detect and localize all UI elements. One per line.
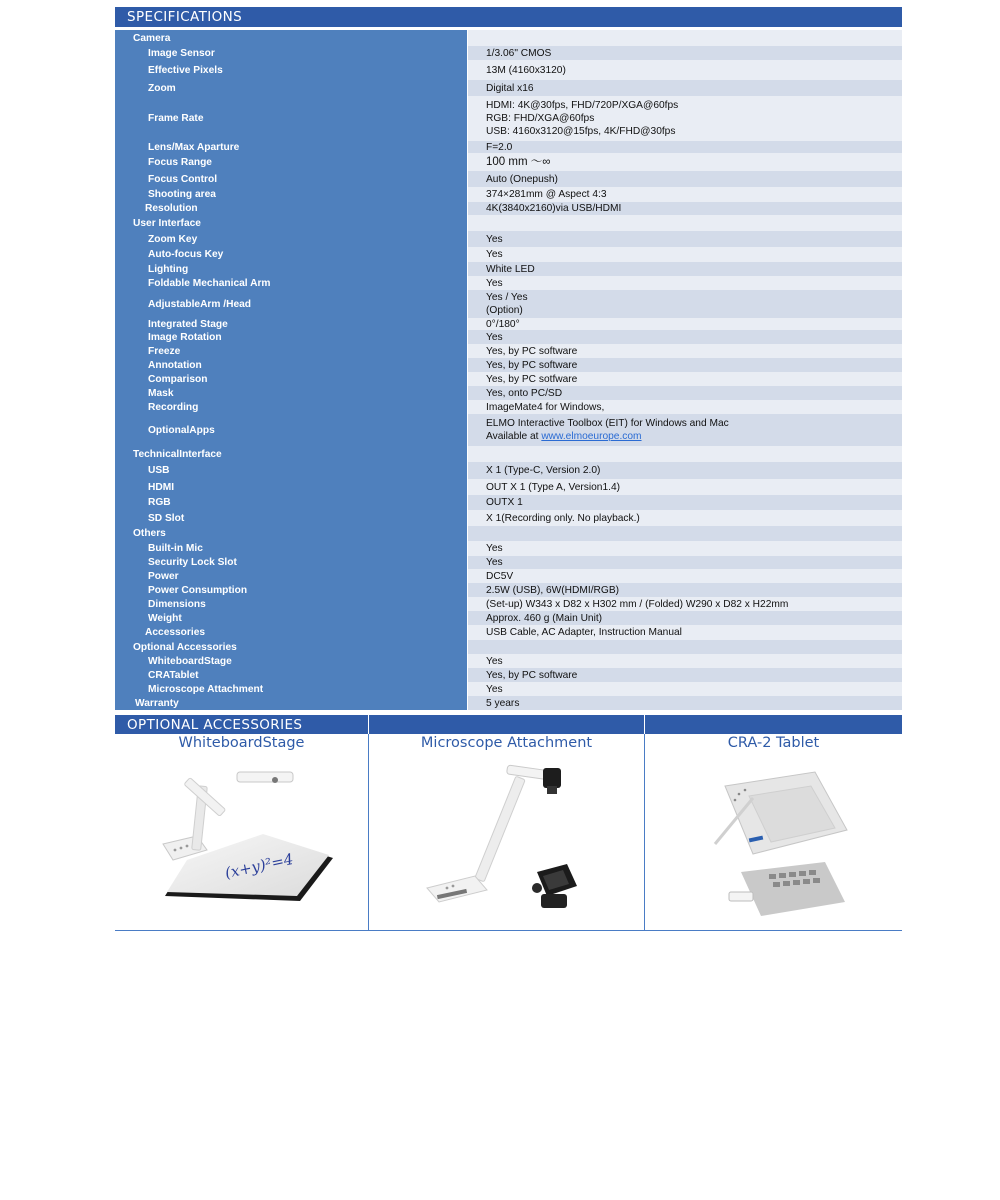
spec-value-line	[486, 345, 902, 358]
spec-row	[115, 171, 902, 187]
spec-value-text: (Option)	[486, 305, 523, 316]
spec-label: USB	[115, 462, 467, 479]
spec-label: Power Consumption	[115, 583, 467, 597]
spec-section-label: User Interface	[115, 215, 467, 231]
spec-value-text: 4K(3840x2160)via USB/HDMI	[486, 203, 622, 214]
spec-value	[468, 30, 902, 46]
spec-value	[468, 318, 902, 330]
spec-value-line	[486, 99, 902, 112]
spec-row	[115, 556, 902, 569]
spec-value-text: 5 years	[486, 697, 520, 709]
spec-value	[468, 446, 902, 462]
spec-label: OptionalApps	[115, 414, 467, 446]
spec-label: Weight	[115, 611, 467, 625]
spec-value	[468, 96, 902, 141]
spec-value-line	[486, 304, 902, 317]
spec-row	[115, 446, 902, 462]
spec-value-line	[486, 156, 902, 169]
spec-value-line	[486, 188, 902, 201]
spec-label: Security Lock Slot	[115, 556, 467, 569]
spec-value-text: Yes	[486, 543, 503, 554]
tablet-image	[705, 770, 855, 930]
spec-value	[468, 510, 902, 526]
spec-label: Mask	[115, 386, 467, 400]
spec-label: Integrated Stage	[115, 318, 467, 330]
spec-label: Foldable Mechanical Arm	[115, 276, 467, 290]
spec-row	[115, 640, 902, 654]
spec-value-line	[486, 697, 902, 710]
spec-value-line	[486, 359, 902, 372]
spec-value-text: Yes, by PC sotfware	[486, 373, 578, 385]
spec-value	[468, 46, 902, 60]
spec-label: Built-in Mic	[115, 541, 467, 556]
spec-value-line	[486, 570, 902, 583]
spec-value-line	[486, 464, 902, 477]
spec-value-text: 100 mm ～∞	[486, 155, 551, 168]
spec-value-line	[486, 417, 902, 430]
spec-row	[115, 290, 902, 318]
header-segment	[369, 715, 644, 734]
spec-value-line	[486, 401, 902, 414]
spec-value-text: ELMO Interactive Toolbox (EIT) for Windows and Mac	[486, 418, 729, 429]
spec-value-text: DC5V	[486, 570, 514, 582]
whiteboard-stage-image	[155, 766, 340, 906]
spec-value	[468, 372, 902, 386]
website-link[interactable]: www.elmoeurope.com	[541, 431, 642, 442]
spec-value	[468, 60, 902, 80]
spec-value	[468, 141, 902, 153]
spec-value-line	[486, 556, 902, 569]
spec-value-line	[486, 481, 902, 494]
spec-label: Zoom	[115, 80, 467, 96]
spec-label: Power	[115, 569, 467, 583]
spec-value-text: ImageMate4 for Windows,	[486, 401, 605, 413]
spec-value-text: OUTX 1	[486, 497, 523, 508]
spec-value	[468, 462, 902, 479]
spec-value	[468, 400, 902, 414]
spec-value	[468, 696, 902, 710]
spec-value	[468, 330, 902, 344]
spec-value	[468, 526, 902, 541]
spec-row	[115, 682, 902, 696]
spec-label: Image Sensor	[115, 46, 467, 60]
spec-value-line	[486, 291, 902, 304]
spec-row	[115, 597, 902, 611]
spec-value-line	[486, 263, 902, 276]
spec-value-line	[486, 387, 902, 400]
spec-row	[115, 479, 902, 495]
spec-label: Lighting	[115, 262, 467, 276]
spec-row	[115, 583, 902, 597]
spec-value-line	[486, 331, 902, 344]
spec-value	[468, 668, 902, 682]
spec-section-label: Optional Accessories	[115, 640, 467, 654]
spec-value	[468, 556, 902, 569]
spec-label: Focus Control	[115, 171, 467, 187]
spec-value-text: (Set-up) W343 x D82 x H302 mm / (Folded) W290 x D82 x H22mm	[486, 598, 789, 610]
spec-value-text: Yes, by PC software	[486, 669, 578, 681]
spec-value	[468, 153, 902, 171]
spec-label: Shooting area	[115, 187, 467, 202]
spec-value-line	[486, 47, 902, 60]
spec-value-text: Yes, by PC software	[486, 359, 578, 371]
spec-row	[115, 344, 902, 358]
spec-value-text: Yes, by PC software	[486, 345, 578, 357]
spec-value-text: USB Cable, AC Adapter, Instruction Manual	[486, 627, 682, 638]
spec-value-text: RGB: FHD/XGA@60fps	[486, 113, 595, 124]
spec-value	[468, 262, 902, 276]
spec-value	[468, 276, 902, 290]
spec-value-text: Yes / Yes	[486, 292, 528, 303]
spec-row	[115, 414, 902, 446]
spec-label: Warranty	[115, 696, 467, 710]
spec-label: Annotation	[115, 358, 467, 372]
optional-accessories-header: OPTIONAL ACCESSORIES	[127, 717, 303, 733]
spec-value-line	[486, 669, 902, 682]
spec-value-text: Yes	[486, 277, 503, 289]
spec-value-line	[486, 248, 902, 261]
accessory-microscope-attachment	[368, 734, 644, 930]
accessory-cra2-tablet	[644, 734, 902, 930]
spec-row	[115, 668, 902, 682]
spec-value	[468, 171, 902, 187]
spec-value-line	[486, 277, 902, 290]
spec-label: Accessories	[115, 625, 467, 640]
header-segment	[115, 715, 368, 734]
spec-row	[115, 358, 902, 372]
spec-label: Effective Pixels	[115, 60, 467, 80]
spec-row	[115, 611, 902, 625]
spec-value-text: USB: 4160x3120@15fps, 4K/FHD@30fps	[486, 126, 676, 137]
spec-row	[115, 215, 902, 231]
spec-value	[468, 625, 902, 640]
spec-value-line	[486, 584, 902, 597]
spec-value-line	[486, 430, 902, 443]
spec-value-line	[486, 82, 902, 95]
spec-value	[468, 597, 902, 611]
spec-row	[115, 46, 902, 60]
spec-value-line	[486, 683, 902, 696]
spec-section-label: Camera	[115, 30, 467, 46]
spec-row	[115, 202, 902, 215]
optional-accessories-header-bar	[115, 715, 902, 734]
spec-row	[115, 231, 902, 247]
spec-row	[115, 654, 902, 668]
spec-value-text: Yes	[486, 233, 503, 245]
spec-value-line	[486, 626, 902, 639]
spec-value	[468, 215, 902, 231]
spec-value-text: Yes, onto PC/SD	[486, 387, 563, 399]
spec-value-line	[486, 202, 902, 215]
spec-row	[115, 696, 902, 710]
spec-section-label: TechnicalInterface	[115, 446, 467, 462]
spec-value-text: 0°/180°	[486, 318, 520, 330]
spec-label: Focus Range	[115, 153, 467, 171]
spec-label: HDMI	[115, 479, 467, 495]
spec-label: Zoom Key	[115, 231, 467, 247]
spec-row	[115, 247, 902, 262]
spec-value-text: Yes	[486, 655, 503, 667]
spec-row	[115, 330, 902, 344]
spec-value	[468, 202, 902, 215]
spec-value-text: OUT X 1 (Type A, Version1.4)	[486, 481, 621, 493]
spec-row	[115, 141, 902, 153]
spec-value	[468, 654, 902, 668]
spec-value-text: Yes	[486, 249, 503, 260]
spec-value-text: HDMI: 4K@30fps, FHD/720P/XGA@60fps	[486, 100, 679, 111]
spec-label: Image Rotation	[115, 330, 467, 344]
spec-value-line	[486, 512, 902, 525]
spec-value	[468, 80, 902, 96]
spec-value	[468, 187, 902, 202]
spec-value	[468, 583, 902, 597]
spec-row	[115, 80, 902, 96]
optional-accessories-section	[115, 715, 902, 931]
spec-value	[468, 640, 902, 654]
spec-label: Freeze	[115, 344, 467, 358]
spec-label: Auto-focus Key	[115, 247, 467, 262]
spec-value-line	[486, 173, 902, 186]
spec-row	[115, 262, 902, 276]
spec-row	[115, 187, 902, 202]
spec-row	[115, 96, 902, 141]
spec-value-line	[486, 373, 902, 386]
spec-row	[115, 400, 902, 414]
spec-label: Dimensions	[115, 597, 467, 611]
spec-value-text: X 1(Recording only. No playback.)	[486, 512, 640, 524]
spec-row	[115, 462, 902, 479]
spec-value-line	[486, 141, 902, 153]
spec-value-line	[486, 318, 902, 330]
spec-value	[468, 611, 902, 625]
spec-value-text: Yes	[486, 331, 503, 343]
spec-value-text: 374×281mm @ Aspect 4:3	[486, 189, 607, 200]
spec-value-line	[486, 233, 902, 246]
spec-value-text: Available at	[486, 431, 542, 442]
spec-row	[115, 510, 902, 526]
spec-value-text: Approx. 460 g (Main Unit)	[486, 612, 603, 624]
spec-label: Microscope Attachment	[115, 682, 467, 696]
spec-value	[468, 386, 902, 400]
specifications-header: SPECIFICATIONS	[115, 7, 902, 27]
spec-value	[468, 495, 902, 510]
spec-label: Resolution	[115, 202, 467, 215]
spec-value	[468, 414, 902, 446]
spec-label: Recording	[115, 400, 467, 414]
spec-row	[115, 30, 902, 46]
spec-value-line	[486, 612, 902, 625]
spec-value	[468, 290, 902, 318]
accessory-title: WhiteboardStage	[178, 735, 305, 751]
spec-section-label: Others	[115, 526, 467, 541]
spec-value	[468, 682, 902, 696]
spec-value	[468, 358, 902, 372]
spec-value	[468, 344, 902, 358]
spec-value-text: Auto (Onepush)	[486, 173, 558, 185]
spec-row	[115, 153, 902, 171]
spec-label: RGB	[115, 495, 467, 510]
spec-row	[115, 625, 902, 640]
spec-value	[468, 247, 902, 262]
spec-value	[468, 231, 902, 247]
spec-value-text: Yes	[486, 683, 503, 695]
spec-label: CRATablet	[115, 668, 467, 682]
accessory-title: CRA-2 Tablet	[727, 735, 820, 751]
spec-value-line	[486, 598, 902, 611]
spec-value-text: F=2.0	[486, 141, 513, 153]
spec-value-line	[486, 112, 902, 125]
spec-row	[115, 372, 902, 386]
spec-value-text: 1/3.06" CMOS	[486, 47, 552, 59]
spec-label: Frame Rate	[115, 96, 467, 141]
spec-label: Lens/Max Aparture	[115, 141, 467, 153]
spec-value-line	[486, 655, 902, 668]
accessory-title: Microscope Attachment	[420, 735, 593, 751]
spec-value-line	[486, 64, 902, 77]
accessory-whiteboard-stage	[115, 734, 368, 930]
spec-row	[115, 569, 902, 583]
spec-value	[468, 479, 902, 495]
spec-value-text: Digital x16	[486, 82, 534, 94]
spec-row	[115, 541, 902, 556]
spec-label: AdjustableArm /Head	[115, 290, 467, 318]
spec-row	[115, 318, 902, 330]
header-segment	[645, 715, 902, 734]
spec-value-text: White LED	[486, 263, 535, 275]
spec-value-text: X 1 (Type-C, Version 2.0)	[486, 465, 601, 476]
spec-value-line	[486, 542, 902, 555]
spec-value-line	[486, 496, 902, 509]
specifications-table	[115, 30, 902, 710]
spec-label: Comparison	[115, 372, 467, 386]
spec-row	[115, 276, 902, 290]
spec-value-text: Yes	[486, 557, 503, 568]
spec-value-line	[486, 125, 902, 138]
accessories-gallery	[115, 734, 902, 931]
spec-sheet	[115, 7, 902, 931]
spec-value	[468, 569, 902, 583]
spec-row	[115, 495, 902, 510]
spec-label: SD Slot	[115, 510, 467, 526]
spec-value	[468, 541, 902, 556]
spec-value-text: 13M (4160x3120)	[486, 64, 566, 76]
microscope-attachment-image	[425, 764, 585, 924]
spec-row	[115, 526, 902, 541]
spec-row	[115, 60, 902, 80]
spec-value-text: 2.5W (USB), 6W(HDMI/RGB)	[486, 584, 620, 596]
spec-label: WhiteboardStage	[115, 654, 467, 668]
spec-row	[115, 386, 902, 400]
svg-text:(x+y)²=4: (x+y)²=4	[223, 849, 295, 882]
